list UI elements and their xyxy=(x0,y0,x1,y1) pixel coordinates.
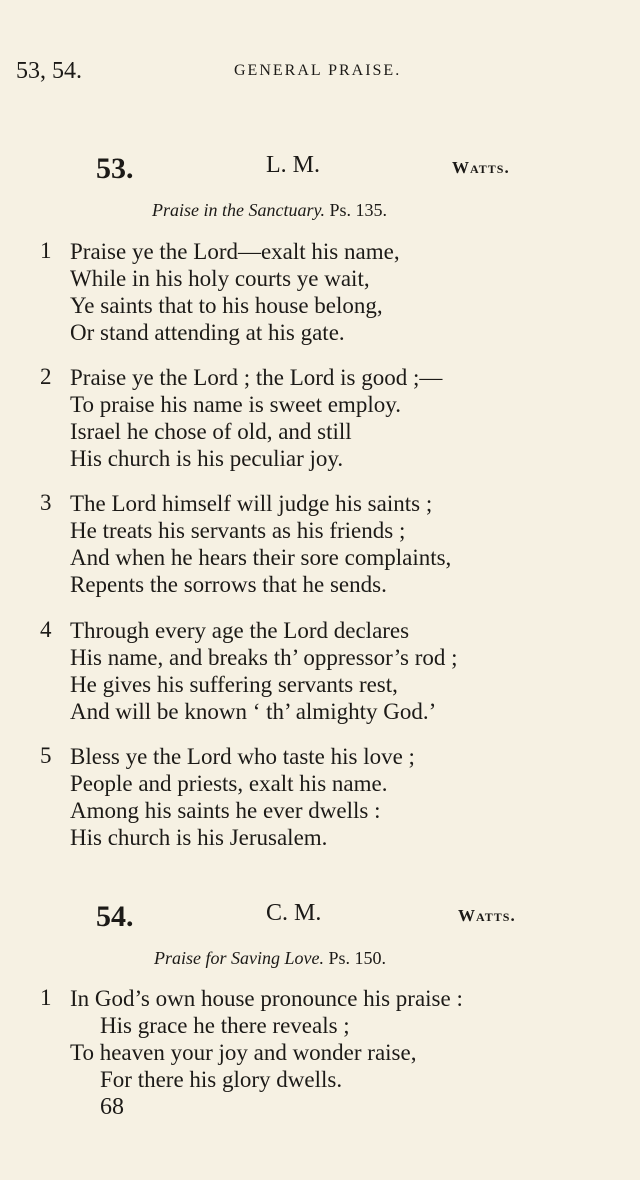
verse-line: His grace he there reveals ; xyxy=(100,1013,350,1038)
verse-line: Or stand attending at his gate. xyxy=(70,320,345,345)
page-header xyxy=(16,58,600,88)
verse-line: While in his holy courts ye wait, xyxy=(70,266,370,291)
hymn-author: Watts. xyxy=(458,906,516,925)
verse-line: And will be known ‘ th’ almighty God.’ xyxy=(70,699,437,724)
stanza-number: 2 xyxy=(40,364,52,389)
verse-line: To heaven your joy and wonder raise, xyxy=(70,1040,417,1065)
stanza-number: 1 xyxy=(40,238,52,263)
stanza-number: 1 xyxy=(40,985,52,1010)
page-number: 68 xyxy=(100,1094,124,1120)
stanza xyxy=(40,490,600,598)
hymn-subtitle xyxy=(154,948,386,969)
hymn-subtitle-text: Praise for Saving Love. xyxy=(154,948,324,968)
hymn-heading xyxy=(96,900,530,934)
hymn-subtitle-text: Praise in the Sanctuary. xyxy=(152,200,325,220)
hymn-meter: C. M. xyxy=(266,900,322,926)
verse-line: In God’s own house pronounce his praise : xyxy=(70,986,463,1011)
verse-line: He gives his suffering servants rest, xyxy=(70,672,398,697)
verse-line: His church is his Jerusalem. xyxy=(70,825,328,850)
hymn-author: Watts. xyxy=(452,158,510,177)
verse-line: He treats his servants as his friends ; xyxy=(70,518,406,543)
header-hymn-numbers: 53, 54. xyxy=(16,58,82,84)
verse-line: Praise ye the Lord—exalt his name, xyxy=(70,239,400,264)
verse-line: Repents the sorrows that he sends. xyxy=(70,572,387,597)
header-section-title: GENERAL PRAISE. xyxy=(234,62,402,79)
verse-line: People and priests, exalt his name. xyxy=(70,771,388,796)
stanza xyxy=(40,985,600,1093)
verse-line: Israel he chose of old, and still xyxy=(70,419,352,444)
hymn-number: 53. xyxy=(96,152,134,185)
stanza xyxy=(40,743,600,851)
psalm-reference: Ps. 150. xyxy=(328,948,386,968)
verse-line: And when he hears their sore complaints, xyxy=(70,545,452,570)
stanza xyxy=(40,617,600,725)
verse-line: Bless ye the Lord who taste his love ; xyxy=(70,744,415,769)
verse-line: His name, and breaks th’ oppressor’s rod ; xyxy=(70,645,458,670)
stanza-number: 5 xyxy=(40,743,52,768)
psalm-reference: Ps. 135. xyxy=(329,200,387,220)
verse-line: To praise his name is sweet employ. xyxy=(70,392,401,417)
verse-line: Among his saints he ever dwells : xyxy=(70,798,381,823)
verse-line: Ye saints that to his house belong, xyxy=(70,293,383,318)
stanza xyxy=(40,364,600,472)
hymn-subtitle xyxy=(152,200,387,221)
verse-line: Through every age the Lord declares xyxy=(70,618,410,643)
stanza xyxy=(40,238,600,346)
verse-line: For there his glory dwells. xyxy=(100,1067,343,1092)
verse-line: Praise ye the Lord ; the Lord is good ;— xyxy=(70,365,443,390)
hymn-number: 54. xyxy=(96,900,134,933)
verse-line: His church is his peculiar joy. xyxy=(70,446,344,471)
hymn-heading xyxy=(96,152,530,186)
stanza-number: 4 xyxy=(40,617,52,642)
stanza-number: 3 xyxy=(40,490,52,515)
verse-line: The Lord himself will judge his saints ; xyxy=(70,491,433,516)
hymn-meter: L. M. xyxy=(266,152,320,178)
